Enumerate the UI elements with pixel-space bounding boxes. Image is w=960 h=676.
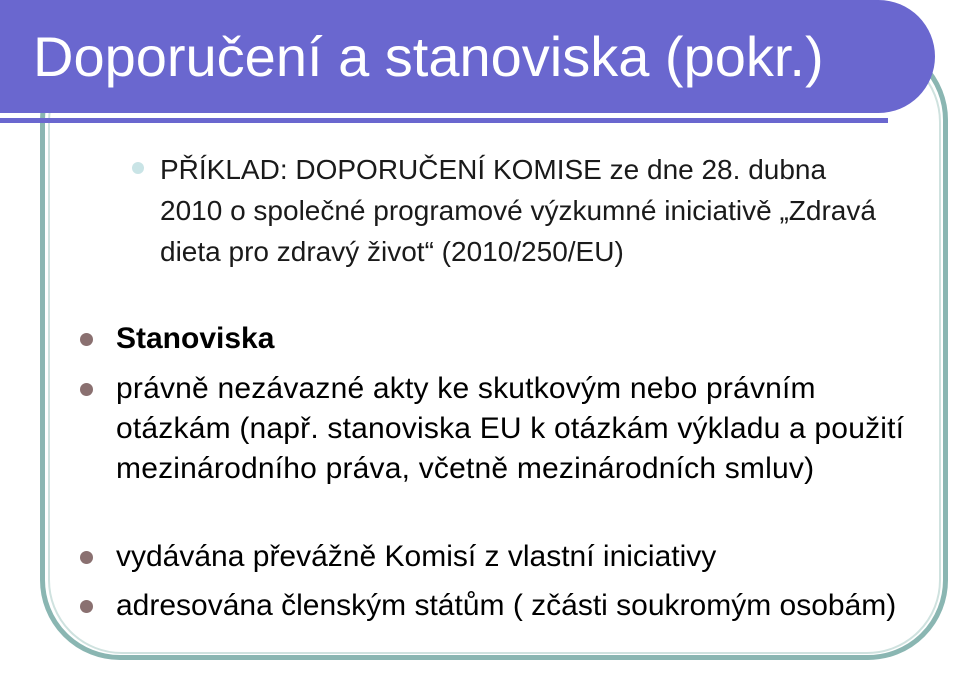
opinions-description-text: právně nezávazné akty ke skutkovým nebo právním otázkám (např. stanoviska EU k otázkám výkladu a použití mezinárodního práva, včetně mezinárodních smluv) xyxy=(116,372,905,485)
bullet-opinions-issued xyxy=(116,537,916,577)
bullet-dot-icon xyxy=(80,551,93,564)
opinions-issued-text: vydávána převážně Komisí z vlastní iniciativy xyxy=(116,540,717,573)
bullet-opinions-heading xyxy=(116,319,916,359)
bullet-dot-icon xyxy=(80,333,93,346)
example-text: PŘÍKLAD: DOPORUČENÍ KOMISE ze dne 28. dubna 2010 o společné programové výzkumné iniciativě „Zdravá dieta pro zdravý život“ (2010/250/EU) xyxy=(160,154,876,267)
slide-title: Doporučení a stanoviska (pokr.) xyxy=(33,25,824,88)
bullet-opinions-description xyxy=(116,369,916,489)
opinions-heading-text: Stanoviska xyxy=(116,322,275,355)
bullet-example xyxy=(160,149,880,272)
bullet-opinions-addressed xyxy=(116,586,916,626)
bullet-dot-icon xyxy=(80,383,93,396)
bullet-dot-icon xyxy=(132,162,144,174)
bullet-dot-icon xyxy=(80,600,93,613)
opinions-addressed-text: adresována členským státům ( zčásti soukromým osobám) xyxy=(116,589,897,622)
